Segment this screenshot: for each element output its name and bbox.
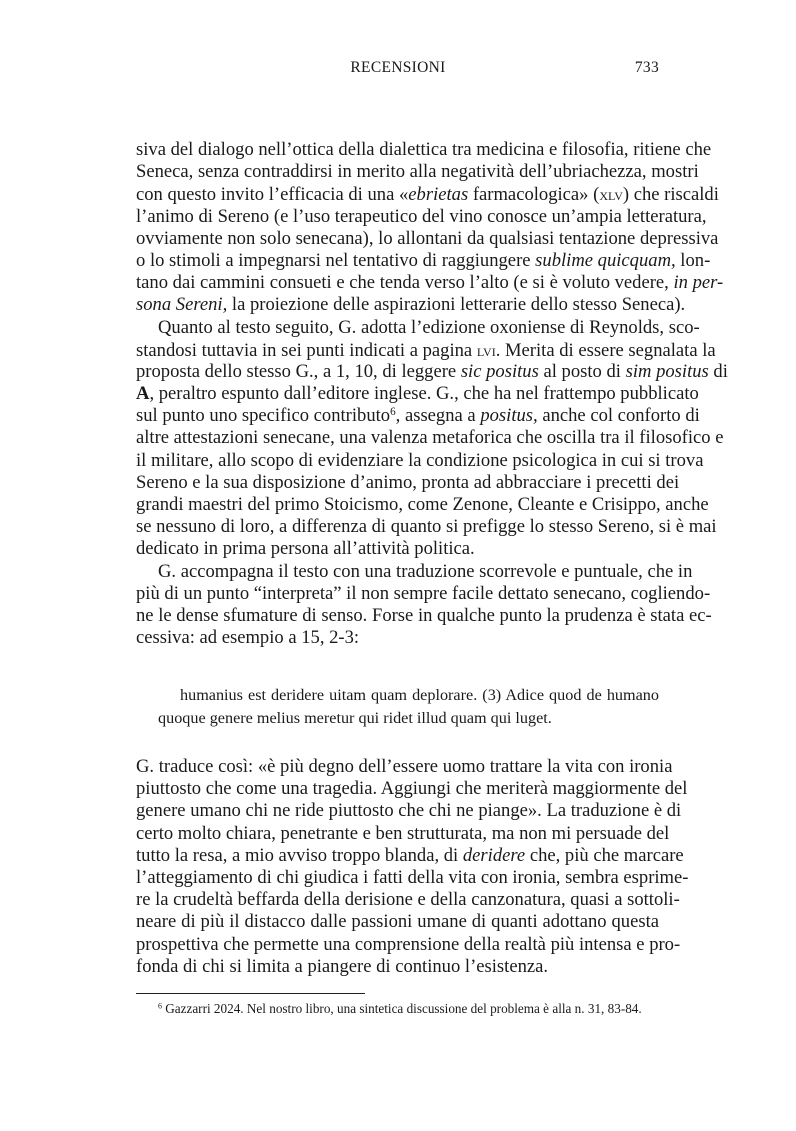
text-span: , peraltro espunto dall’editore inglese. G., che ha nel frattempo pubblicato — [149, 383, 699, 405]
text-line — [136, 227, 719, 250]
text-span: standosi tuttavia in sei punti indicati a pagina — [136, 339, 477, 361]
text-span: altre attestazioni senecane, una valenza metaforica che oscilla tra il filosofico e — [136, 427, 724, 449]
text-line — [136, 471, 680, 494]
text-span: neare di più il distacco dalle passioni umane di quanti adottano questa — [136, 911, 659, 933]
emphasis-span: ebrietas — [408, 184, 469, 206]
text-span: la proiezione delle aspirazioni letterarie dello stesso Seneca). — [227, 294, 686, 316]
text-span: che, più che marcare — [525, 844, 684, 866]
emphasis-span: deridere — [462, 844, 526, 866]
body-text-top — [136, 139, 728, 649]
text-line — [136, 494, 709, 516]
text-span: dedicato in prima persona all’attività politica. — [136, 538, 475, 560]
text-span: piuttosto che come una tragedia. Aggiungi che meriterà maggiormente del — [136, 778, 688, 800]
text-span: genere umano chi ne ride piuttosto che chi ne piange». La traduzione è di — [136, 800, 682, 822]
text-line — [136, 360, 728, 383]
text-line — [136, 205, 707, 228]
text-span: proposta dello stesso G., a 1, 10, di leggere — [136, 360, 461, 382]
text-span: l’atteggiamento di chi giudica i fatti della vita con ironia, sembra esprime- — [136, 866, 689, 888]
footnote-number: 6 — [158, 1001, 162, 1011]
text-line — [136, 405, 700, 427]
text-line — [136, 627, 659, 649]
text-span: , assegna a — [395, 405, 481, 427]
text-line — [136, 956, 659, 978]
emphasis-span: sublime quicquam, — [535, 249, 676, 271]
text-span: di — [708, 360, 728, 382]
text-line — [136, 778, 688, 800]
running-head: RECENSIONI — [350, 59, 446, 76]
footnote-text: Gazzarri 2024. Nel nostro libro, una sintetica discussione del problema è alla n. 31, 83-84. — [161, 1001, 642, 1016]
text-line — [136, 582, 711, 605]
text-line — [136, 822, 670, 845]
text-span: humanius est deridere uitam quam deplorare. (3) Adice quod de humano — [180, 686, 659, 704]
footnote-rule — [136, 993, 365, 994]
footnote — [158, 1000, 659, 1018]
text-span: anche col conforto di — [537, 405, 700, 427]
text-span: re la crudeltà beffarda della derisione e della canzonatura, quasi a sottoli- — [136, 889, 680, 911]
text-line — [136, 866, 689, 889]
text-line — [136, 538, 659, 560]
text-span: tano dai cammini consueti e che tenda verso l’alto (e si è voluto vedere, — [136, 272, 674, 294]
text-line — [136, 161, 699, 183]
text-span: Seneca, senza contraddirsi in merito alla negatività dell’ubriachezza, mostri — [136, 161, 699, 183]
text-span: ) che riscaldi — [622, 184, 719, 206]
text-line — [136, 339, 716, 361]
text-span: ovviamente non solo senecana), lo allontani da qualsiasi tentazione depressiva — [136, 227, 719, 249]
emphasis-span: xlv — [599, 184, 623, 205]
text-line — [136, 844, 684, 867]
text-span: più di un punto “interpreta” il non sempre facile dettato senecano, cogliendo- — [136, 582, 711, 604]
text-line — [136, 604, 712, 627]
body-text-bottom — [136, 756, 689, 978]
text-span: G. accompagna il testo con una traduzione scorrevole e puntuale, che in — [158, 560, 693, 582]
text-span: se nessuno di loro, a differenza di quanto si prefigge lo stesso Sereno, si è mai — [136, 516, 717, 538]
footnote-ref: 6 — [390, 406, 396, 419]
text-line — [158, 684, 659, 707]
text-span: tutto la resa, a mio avviso troppo blanda, di — [136, 844, 463, 866]
text-span: G. traduce così: «è più degno dell’essere uomo trattare la vita con ironia — [136, 756, 673, 777]
text-line — [136, 911, 659, 933]
text-span: Quanto al testo seguito, G. adotta l’edizione oxoniense di Reynolds, sco- — [158, 316, 700, 338]
block-quote — [158, 684, 659, 729]
text-span: siva del dialogo nell’ottica della dialettica tra medicina e filosofia, ritiene che — [136, 139, 712, 160]
page-number: 733 — [634, 59, 659, 76]
text-line — [136, 249, 711, 272]
text-line — [136, 800, 682, 822]
text-line — [136, 383, 699, 405]
text-span: l’animo di Sereno (e l’uso terapeutico del vino conosce un’ampia letteratura, — [136, 205, 707, 227]
text-span: prospettiva che permette una comprensione della realtà più intensa e pro- — [136, 933, 681, 955]
text-span: cessiva: ad esempio a 15, 2-3: — [136, 627, 360, 649]
text-line — [136, 933, 681, 956]
text-line — [136, 449, 704, 472]
text-span: Sereno e la sua disposizione d’animo, pronta ad abbracciare i precetti dei — [136, 471, 680, 493]
emphasis-span: sona Sereni, — [136, 294, 228, 316]
text-span: ne le dense sfumature di senso. Forse in qualche punto la prudenza è stata ec- — [136, 604, 712, 626]
text-line — [136, 516, 717, 538]
text-span: sul punto uno specifico contributo — [136, 405, 391, 427]
text-line — [136, 889, 680, 911]
text-line — [136, 272, 724, 294]
text-line — [136, 316, 700, 339]
text-line — [136, 183, 719, 206]
emphasis-span: sic positus — [460, 360, 539, 382]
text-span: lon- — [675, 249, 711, 271]
emphasis-span: A — [136, 383, 150, 405]
text-span: certo molto chiara, penetrante e ben strutturata, ma non mi persuade del — [136, 822, 670, 844]
text-span: o lo stimoli a impegnarsi nel tentativo di raggiungere — [136, 249, 536, 271]
emphasis-span: sim positus — [625, 360, 709, 382]
text-line — [136, 294, 686, 316]
text-span: farmacologica» ( — [468, 184, 600, 206]
text-line — [136, 139, 712, 161]
text-line — [136, 427, 724, 449]
emphasis-span: lvi — [476, 339, 496, 360]
emphasis-span: positus, — [480, 405, 538, 427]
emphasis-span: in per- — [673, 272, 724, 294]
text-span: con questo invito l’efficacia di una « — [136, 184, 409, 206]
text-span: grandi maestri del primo Stoicismo, come Zenone, Cleante e Crisippo, anche — [136, 494, 709, 515]
text-span: al posto di — [538, 360, 626, 382]
text-span: il militare, allo scopo di evidenziare la condizione psicologica in cui si trova — [136, 449, 704, 471]
text-span: . Merita di essere segnalata la — [495, 339, 716, 361]
text-span: fonda di chi si limita a piangere di continuo l’esistenza. — [136, 955, 549, 977]
text-span: quoque genere melius meretur qui ridet illud quam qui luget. — [158, 708, 552, 727]
text-line — [136, 756, 673, 778]
text-line — [136, 560, 693, 583]
text-line — [158, 707, 659, 730]
